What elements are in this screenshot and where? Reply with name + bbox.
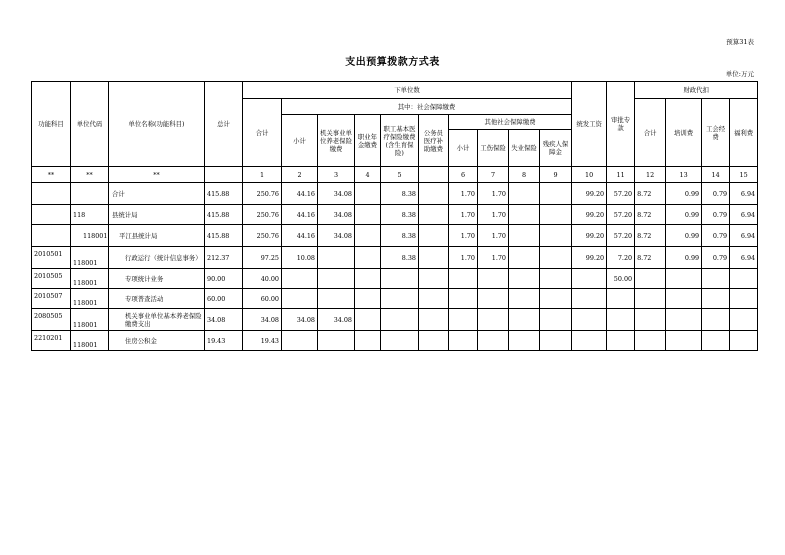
training-cell: 0.99 (666, 183, 702, 205)
special-approval-cell: 57.20 (607, 183, 635, 205)
welfare-cell: 6.94 (730, 205, 758, 225)
other-subtotal-cell (449, 331, 478, 351)
unit-code-cell: 118001 (71, 331, 109, 351)
func-subject-cell (32, 183, 71, 205)
unified-salary-cell (572, 309, 607, 331)
other-subtotal-cell: 1.70 (449, 225, 478, 247)
index-cell: ** (32, 167, 71, 183)
unit-code-cell: 118001 (71, 309, 109, 331)
unit-name-cell: 县统计局 (109, 205, 205, 225)
index-cell: 4 (355, 167, 381, 183)
unemployment-cell (509, 269, 540, 289)
header-func-subject: 功能科目 (32, 82, 71, 167)
special-approval-cell (607, 309, 635, 331)
index-cell: ** (71, 167, 109, 183)
total-cell: 90.00 (205, 269, 243, 289)
annuity-cell (355, 247, 381, 269)
special-approval-cell: 57.20 (607, 225, 635, 247)
index-cell: 9 (540, 167, 572, 183)
welfare-cell (730, 269, 758, 289)
welfare-cell (730, 289, 758, 309)
header-medical: 职工基本医疗保险缴费(含生育保险) (381, 115, 419, 167)
civil-medical-cell (419, 269, 449, 289)
unified-salary-cell (572, 269, 607, 289)
medical-cell: 8.38 (381, 205, 419, 225)
page-title: 支出预算拨款方式表 (345, 57, 440, 68)
annuity-cell (355, 183, 381, 205)
total-cell: 415.88 (205, 183, 243, 205)
welfare-cell: 6.94 (730, 247, 758, 269)
unemployment-cell (509, 331, 540, 351)
training-cell (666, 331, 702, 351)
medical-cell: 8.38 (381, 183, 419, 205)
total-cell: 60.00 (205, 289, 243, 309)
unified-salary-cell: 99.20 (572, 247, 607, 269)
union-fee-cell: 0.79 (702, 225, 730, 247)
header-injury: 工伤保险 (478, 130, 509, 167)
unit-name-cell: 平江县统计局 (109, 225, 205, 247)
agency-pension-cell: 34.08 (318, 225, 355, 247)
disability-cell (540, 309, 572, 331)
training-cell (666, 289, 702, 309)
header-unified-salary: 统发工资 (572, 82, 607, 167)
unit-name-cell: 合计 (109, 183, 205, 205)
social-subtotal-cell (282, 269, 318, 289)
unit-name-cell: 机关事业单位基本养老保险缴费支出 (109, 309, 205, 331)
civil-medical-cell (419, 225, 449, 247)
medical-cell: 8.38 (381, 225, 419, 247)
index-cell: 8 (509, 167, 540, 183)
index-cell (419, 167, 449, 183)
lower-sum-cell: 250.76 (243, 225, 282, 247)
civil-medical-cell (419, 309, 449, 331)
unit-name-cell: 专项普查活动 (109, 289, 205, 309)
header-finance-agent: 财政代扣 (635, 82, 758, 99)
header-agency-pension: 机关事业单位养老保险缴费 (318, 115, 355, 167)
agency-pension-cell: 34.08 (318, 183, 355, 205)
agency-pension-cell: 34.08 (318, 205, 355, 225)
header-of-which-social: 其中：社会保障缴费 (282, 99, 572, 115)
welfare-cell (730, 309, 758, 331)
unit-label: 单位:万元 (725, 70, 754, 78)
unit-name-cell: 行政运行（统计信息事务） (109, 247, 205, 269)
header-total: 总计 (205, 82, 243, 167)
fin-sum-cell: 8.72 (635, 247, 666, 269)
index-cell: ** (109, 167, 205, 183)
annuity-cell (355, 225, 381, 247)
injury-cell: 1.70 (478, 247, 509, 269)
fin-sum-cell (635, 309, 666, 331)
func-subject-cell: 2210201 (32, 331, 71, 351)
annuity-cell (355, 309, 381, 331)
func-subject-cell: 2010505 (32, 269, 71, 289)
union-fee-cell: 0.79 (702, 183, 730, 205)
other-subtotal-cell: 1.70 (449, 183, 478, 205)
injury-cell (478, 269, 509, 289)
special-approval-cell (607, 289, 635, 309)
fin-sum-cell (635, 289, 666, 309)
unemployment-cell (509, 289, 540, 309)
training-cell (666, 269, 702, 289)
other-subtotal-cell (449, 289, 478, 309)
index-cell: 1 (243, 167, 282, 183)
disability-cell (540, 331, 572, 351)
annuity-cell (355, 269, 381, 289)
index-cell: 6 (449, 167, 478, 183)
unified-salary-cell: 99.20 (572, 183, 607, 205)
header-civil-medical: 公务员医疗补助缴费 (419, 115, 449, 167)
header-union-fee: 工会经费 (702, 99, 730, 167)
lower-sum-cell: 97.25 (243, 247, 282, 269)
unemployment-cell (509, 205, 540, 225)
unit-code-cell: 118001 (71, 289, 109, 309)
index-cell: 14 (702, 167, 730, 183)
header-lower-sum: 合计 (243, 99, 282, 167)
social-subtotal-cell (282, 289, 318, 309)
header-social-subtotal: 小计 (282, 115, 318, 167)
header-lower-unit: 下单位数 (243, 82, 572, 99)
unified-salary-cell (572, 331, 607, 351)
index-row (32, 167, 758, 183)
table-row (32, 247, 758, 269)
injury-cell: 1.70 (478, 183, 509, 205)
table-row (32, 183, 758, 205)
func-subject-cell: 2010507 (32, 289, 71, 309)
header-other-subtotal: 小计 (449, 130, 478, 167)
special-approval-cell: 57.20 (607, 205, 635, 225)
injury-cell (478, 289, 509, 309)
agency-pension-cell (318, 289, 355, 309)
injury-cell: 1.70 (478, 225, 509, 247)
union-fee-cell: 0.79 (702, 247, 730, 269)
unemployment-cell (509, 183, 540, 205)
header-unit-code: 单位代码 (71, 82, 109, 167)
other-subtotal-cell: 1.70 (449, 247, 478, 269)
header-other-social: 其他社会保障缴费 (449, 115, 572, 130)
unit-code-cell: 118 (71, 205, 109, 225)
welfare-cell: 6.94 (730, 225, 758, 247)
agency-pension-cell: 34.08 (318, 309, 355, 331)
injury-cell (478, 309, 509, 331)
total-cell: 415.88 (205, 225, 243, 247)
other-subtotal-cell: 1.70 (449, 205, 478, 225)
medical-cell (381, 309, 419, 331)
func-subject-cell (32, 205, 71, 225)
func-subject-cell: 2010501 (32, 247, 71, 269)
lower-sum-cell: 60.00 (243, 289, 282, 309)
training-cell: 0.99 (666, 247, 702, 269)
agency-pension-cell (318, 269, 355, 289)
agency-pension-cell (318, 247, 355, 269)
header-welfare: 福利费 (730, 99, 758, 167)
header-unemployment: 失业保险 (509, 130, 540, 167)
training-cell: 0.99 (666, 205, 702, 225)
fin-sum-cell (635, 269, 666, 289)
table-row (32, 289, 758, 309)
training-cell (666, 309, 702, 331)
header-training: 培训费 (666, 99, 702, 167)
disability-cell (540, 247, 572, 269)
annuity-cell (355, 289, 381, 309)
header-fin-sum: 合计 (635, 99, 666, 167)
disability-cell (540, 183, 572, 205)
disability-cell (540, 225, 572, 247)
header-unit-name: 单位名称(功能科目) (109, 82, 205, 167)
disability-cell (540, 205, 572, 225)
unified-salary-cell: 99.20 (572, 205, 607, 225)
union-fee-cell (702, 331, 730, 351)
welfare-cell: 6.94 (730, 183, 758, 205)
disability-cell (540, 269, 572, 289)
annuity-cell (355, 331, 381, 351)
union-fee-cell (702, 289, 730, 309)
social-subtotal-cell: 44.16 (282, 183, 318, 205)
medical-cell (381, 269, 419, 289)
lower-sum-cell: 250.76 (243, 183, 282, 205)
index-cell: 5 (381, 167, 419, 183)
table-row (32, 309, 758, 331)
lower-sum-cell: 250.76 (243, 205, 282, 225)
agency-pension-cell (318, 331, 355, 351)
fin-sum-cell (635, 331, 666, 351)
unemployment-cell (509, 309, 540, 331)
index-cell (205, 167, 243, 183)
table-header (32, 82, 758, 183)
index-cell: 2 (282, 167, 318, 183)
index-cell: 10 (572, 167, 607, 183)
special-approval-cell: 50.00 (607, 269, 635, 289)
union-fee-cell (702, 309, 730, 331)
other-subtotal-cell (449, 309, 478, 331)
unit-code-cell: 118001 (71, 225, 109, 247)
total-cell: 34.08 (205, 309, 243, 331)
unified-salary-cell: 99.20 (572, 225, 607, 247)
index-cell: 11 (607, 167, 635, 183)
unemployment-cell (509, 225, 540, 247)
injury-cell (478, 331, 509, 351)
social-subtotal-cell (282, 331, 318, 351)
total-cell: 19.43 (205, 331, 243, 351)
social-subtotal-cell: 34.08 (282, 309, 318, 331)
annuity-cell (355, 205, 381, 225)
social-subtotal-cell: 44.16 (282, 205, 318, 225)
index-cell: 12 (635, 167, 666, 183)
total-cell: 212.37 (205, 247, 243, 269)
table-body (32, 183, 758, 351)
table-row (32, 331, 758, 351)
header-annuity: 职业年金缴费 (355, 115, 381, 167)
special-approval-cell: 7.20 (607, 247, 635, 269)
budget-table (31, 81, 758, 351)
unit-name-cell: 专项统计业务 (109, 269, 205, 289)
table-row (32, 225, 758, 247)
fin-sum-cell: 8.72 (635, 225, 666, 247)
fin-sum-cell: 8.72 (635, 205, 666, 225)
civil-medical-cell (419, 289, 449, 309)
social-subtotal-cell: 10.08 (282, 247, 318, 269)
injury-cell: 1.70 (478, 205, 509, 225)
union-fee-cell: 0.79 (702, 205, 730, 225)
index-cell: 15 (730, 167, 758, 183)
index-cell: 3 (318, 167, 355, 183)
unit-name-cell: 住房公积金 (109, 331, 205, 351)
index-cell: 13 (666, 167, 702, 183)
document-code: 预算31表 (726, 38, 754, 46)
medical-cell (381, 331, 419, 351)
training-cell: 0.99 (666, 225, 702, 247)
medical-cell: 8.38 (381, 247, 419, 269)
unified-salary-cell (572, 289, 607, 309)
other-subtotal-cell (449, 269, 478, 289)
lower-sum-cell: 40.00 (243, 269, 282, 289)
lower-sum-cell: 19.43 (243, 331, 282, 351)
lower-sum-cell: 34.08 (243, 309, 282, 331)
welfare-cell (730, 331, 758, 351)
union-fee-cell (702, 269, 730, 289)
header-disability: 残疾人保障金 (540, 130, 572, 167)
unemployment-cell (509, 247, 540, 269)
func-subject-cell: 2080505 (32, 309, 71, 331)
func-subject-cell (32, 225, 71, 247)
civil-medical-cell (419, 331, 449, 351)
total-cell: 415.88 (205, 205, 243, 225)
civil-medical-cell (419, 205, 449, 225)
disability-cell (540, 289, 572, 309)
civil-medical-cell (419, 183, 449, 205)
special-approval-cell (607, 331, 635, 351)
table-row (32, 205, 758, 225)
table-row (32, 269, 758, 289)
unit-code-cell: 118001 (71, 269, 109, 289)
header-special-approval: 审批专款 (607, 82, 635, 167)
index-cell: 7 (478, 167, 509, 183)
medical-cell (381, 289, 419, 309)
civil-medical-cell (419, 247, 449, 269)
fin-sum-cell: 8.72 (635, 183, 666, 205)
social-subtotal-cell: 44.16 (282, 225, 318, 247)
unit-code-cell: 118001 (71, 247, 109, 269)
unit-code-cell (71, 183, 109, 205)
